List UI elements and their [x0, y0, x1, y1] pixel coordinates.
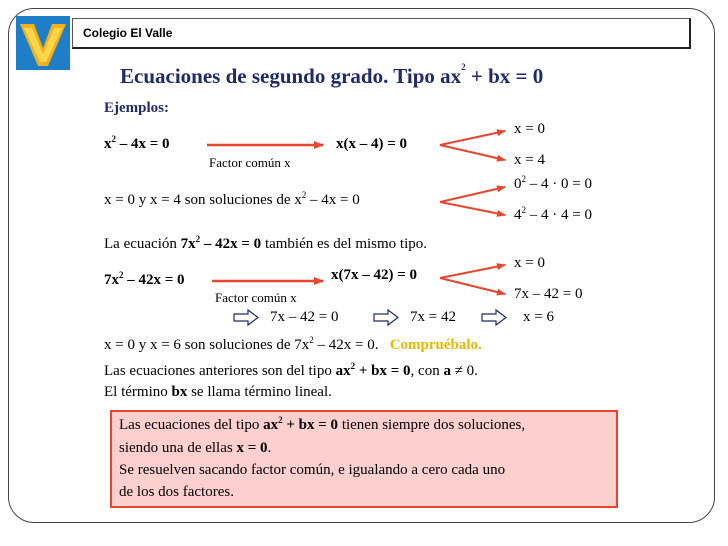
- ex2-intro: La ecuación $7x^2 - 42x = 0$ también es del mismo tipo.: [104, 234, 428, 252]
- ex1-check-fork-up-icon: [440, 187, 505, 202]
- general-line-2: El término bx se llama término lineal.: [104, 384, 332, 400]
- ex2-solution-1: x = 0: [514, 255, 545, 271]
- school-name: Colegio El Valle: [83, 26, 173, 40]
- ex2-step-2: 7x = 42: [410, 309, 456, 325]
- ex1-factor-label: Factor común x: [209, 155, 291, 170]
- ex2-fork-down-icon: [440, 278, 505, 294]
- note-line-1: Las ecuaciones del tipo $ax^2$ + bx = 0 tienen siempre dos soluciones,: [119, 415, 526, 433]
- examples-label: Ejemplos:: [104, 100, 169, 116]
- ex1-factored: x(x – 4) = 0: [336, 136, 408, 152]
- implies-arrow-2-icon: [374, 310, 398, 325]
- ex1-check-fork-down-icon: [440, 202, 505, 215]
- ex1-fork-down-icon: [440, 145, 505, 160]
- ex2-step-1: 7x – 42 = 0: [270, 309, 339, 325]
- ex2-equation: $7x^2 - 42x = 0$: [104, 270, 185, 288]
- implies-arrow-1-icon: [234, 310, 258, 325]
- ex1-check-1: $0^2 - 4 \cdot 0 = 0$: [514, 174, 592, 192]
- ex2-solution-2: 7x – 42 = 0: [514, 286, 583, 302]
- ex1-solution-2: x = 4: [514, 152, 545, 168]
- implies-arrow-3-icon: [482, 310, 506, 325]
- check-label: Compruébalo.: [389, 337, 482, 353]
- ex2-conclusion: x = 0 y x = 6 son soluciones de $7x^2 - 42x = 0$. Compruébalo.: [104, 335, 482, 353]
- ex2-fork-up-icon: [440, 265, 505, 278]
- ex1-fork-up-icon: [440, 131, 505, 145]
- note-line-3: Se resuelven sacando factor común, e igualando a cero cada uno: [119, 462, 506, 478]
- ex1-conclusion: x = 0 y x = 4 son soluciones de $x^2 - 4x = 0$: [104, 190, 360, 208]
- note-line-4: de los dos factores.: [119, 484, 234, 500]
- ex1-check-2: $4^2 - 4 \cdot 4 = 0$: [514, 205, 592, 223]
- ex2-factor-label: Factor común x: [215, 290, 297, 305]
- note-line-2: siendo una de ellas x = 0.: [119, 440, 272, 456]
- general-line-1: Las ecuaciones anteriores son del tipo $ax^2$ + bx = 0, con a ≠ 0.: [104, 361, 478, 379]
- ex1-equation: $x^2 - 4x = 0$: [104, 134, 170, 152]
- ex1-solution-1: x = 0: [514, 121, 545, 137]
- ex2-factored: x(7x – 42) = 0: [331, 267, 418, 283]
- ex2-step-3: x = 6: [523, 309, 554, 325]
- page-title: Ecuaciones de segundo grado. Tipo $ax^2$ + bx = 0: [120, 62, 544, 88]
